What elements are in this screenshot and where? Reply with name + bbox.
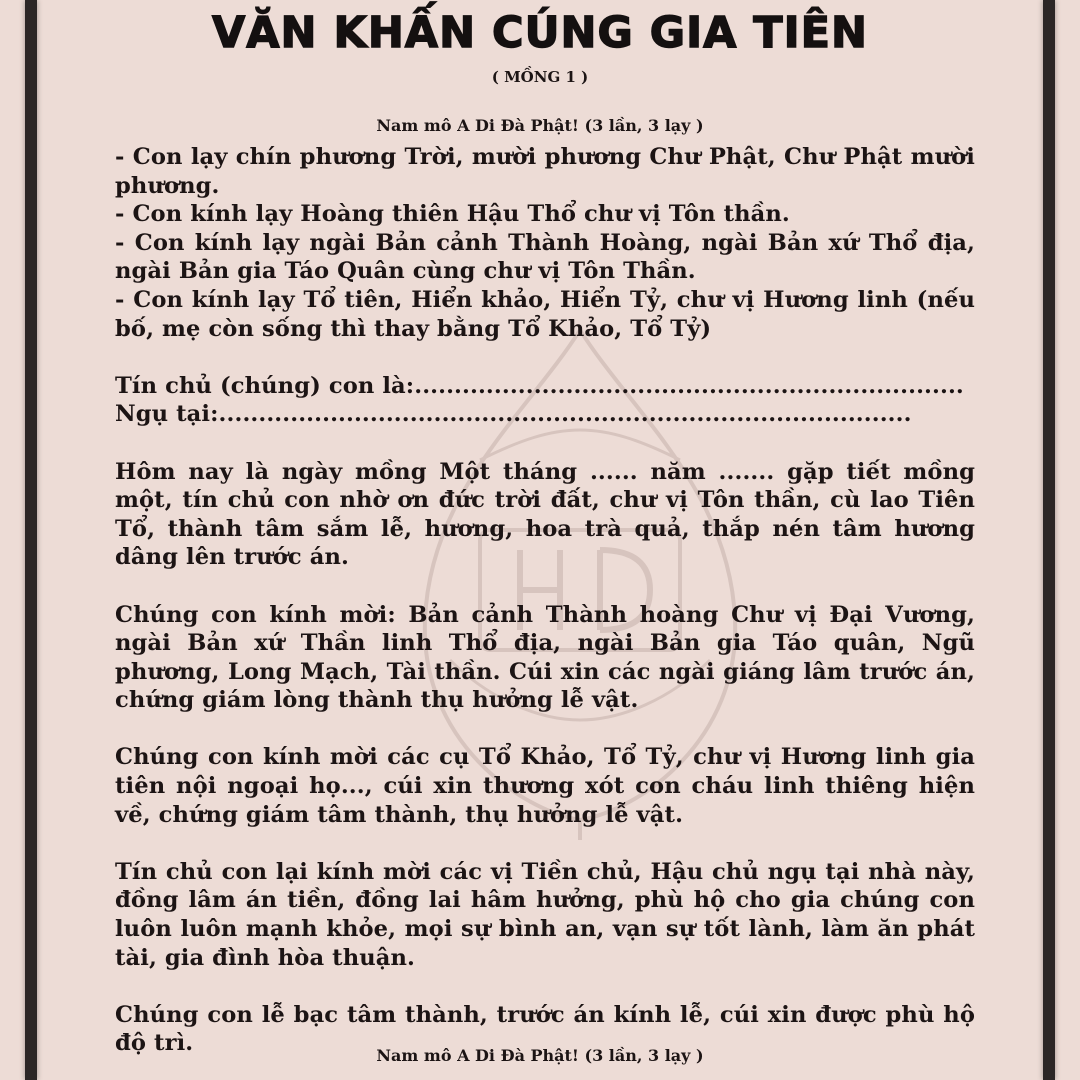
invocation-top: Nam mô A Di Đà Phật! (3 lần, 3 lạy ): [376, 116, 704, 135]
spacer: [115, 429, 975, 458]
field-tin-chu: Tín chủ (chúng) con là:.....................................................................: [115, 372, 964, 399]
paragraph: Chúng con lễ bạc tâm thành, trước án kính lễ, cúi xin được phù hộ độ trì.: [115, 1001, 975, 1057]
spacer: [115, 829, 975, 858]
prayer-line: - Con kính lạy Tổ tiên, Hiển khảo, Hiển Tỷ, chư vị Hương linh (nếu bố, mẹ còn sống thì thay bằng Tổ Khảo, Tổ Tỷ): [115, 286, 975, 342]
spacer: [115, 715, 975, 744]
prayer-line: - Con kính lạy ngài Bản cảnh Thành Hoàng, ngài Bản xứ Thổ địa, ngài Bản gia Táo Quân cùng chư vị Tôn Thần.: [115, 229, 975, 285]
prayer-line: - Con kính lạy Hoàng thiên Hậu Thổ chư vị Tôn thần.: [115, 201, 790, 228]
paragraph: Tín chủ con lại kính mời các vị Tiền chủ, Hậu chủ ngụ tại nhà này, đồng lâm án tiền, đồng lai hâm hưởng, phù hộ cho gia chúng con luôn luôn mạnh khỏe, mọi sự bình an, vạn sự tốt lành, làm ăn phát tài, gia đình hòa thuận.: [115, 858, 975, 971]
page-title: VĂN KHẤN CÚNG GIA TIÊN: [211, 8, 869, 58]
field-ngu-tai: Ngụ tại:.......................................................................................: [115, 401, 912, 428]
spacer: [115, 972, 975, 1001]
paragraph: Chúng con kính mời các cụ Tổ Khảo, Tổ Tỷ, chư vị Hương linh gia tiên nội ngoại họ..., cúi xin thương xót con cháu linh thiêng hiện về, chứng giám tâm thành, thụ hưởng lễ vật.: [115, 744, 975, 828]
spacer: [115, 572, 975, 601]
invocation-bottom: Nam mô A Di Đà Phật! (3 lần, 3 lạy ): [376, 1046, 704, 1065]
paragraph: Hôm nay là ngày mồng Một tháng ...... năm ....... gặp tiết mồng một, tín chủ con nhờ ơn đức trời đất, chư vị Tôn thần, cù lao Tiên Tổ, thành tâm sắm lễ, hương, hoa trà quả, thắp nén tâm hương dâng lên trước án.: [115, 458, 975, 571]
prayer-line: - Con lạy chín phương Trời, mười phương Chư Phật, Chư Phật mười phương.: [115, 144, 975, 199]
paragraph: Chúng con kính mời: Bản cảnh Thành hoàng Chư vị Đại Vương, ngài Bản xứ Thần linh Thổ địa, ngài Bản gia Táo quân, Ngũ phương, Long Mạch, Tài thần. Cúi xin các ngài giáng lâm trước án, chứng giám lòng thành thụ hưởng lễ vật.: [115, 601, 975, 714]
page-subtitle: ( MỒNG 1 ): [491, 68, 589, 86]
prayer-body: [115, 143, 975, 1058]
spacer: [115, 343, 975, 372]
